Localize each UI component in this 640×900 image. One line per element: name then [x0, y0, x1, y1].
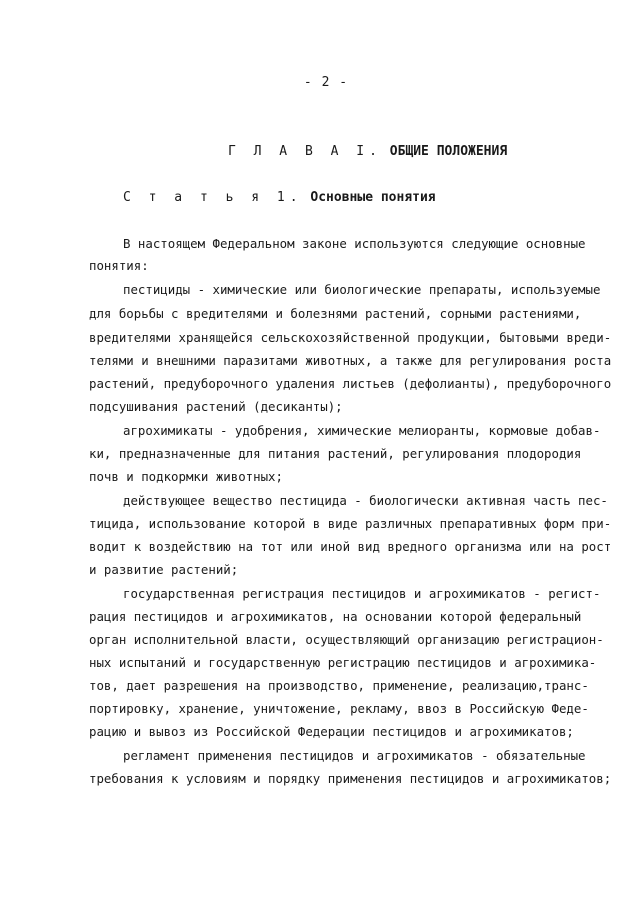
text-line: агрохимикаты - удобрения, химические мелиоранты, кормовые добав-: [123, 423, 601, 438]
text-line: государственная регистрация пестицидов и агрохимикатов - регист-: [123, 586, 601, 601]
text-line: рация пестицидов и агрохимикатов, на основании которой федеральный: [89, 609, 582, 624]
text-line: почв и подкормки животных;: [89, 469, 283, 484]
text-line: понятия:: [89, 258, 149, 273]
text-line: портировку, хранение, уничтожение, рекламу, ввоз в Российскую Феде-: [89, 701, 589, 716]
article-prefix: С т а т ь я 1.: [123, 190, 303, 205]
article-heading: [123, 190, 436, 205]
text-line: ных испытаний и государственную регистрацию пестицидов и агрохимика-: [89, 655, 597, 670]
text-line: ки, предназначенные для питания растений, регулирования плодородия: [89, 446, 582, 461]
text-line: телями и внешними паразитами животных, а также для регулирования роста: [89, 353, 612, 368]
text-line: вредителями хранящейся сельскохозяйственной продукции, бытовыми вреди-: [89, 330, 612, 345]
page-number: - 2 -: [303, 75, 349, 90]
text-line: тов, дает разрешения на производство, применение, реализацию,транс-: [89, 678, 589, 693]
chapter-title: ОБЩИЕ ПОЛОЖЕНИЯ: [389, 144, 508, 159]
text-line: В настоящем Федеральном законе используются следующие основные: [123, 236, 586, 251]
text-line: тицида, использование которой в виде различных препаративных форм при-: [89, 516, 612, 531]
text-line: водит к воздействию на тот или иной вид вредного организма или на рост: [89, 539, 612, 554]
text-line: растений, предуборочного удаления листьев (дефолианты), предуборочного: [89, 376, 612, 391]
text-line: регламент применения пестицидов и агрохимикатов - обязательные: [123, 748, 586, 763]
text-line: для борьбы с вредителями и болезнями растений, сорными растениями,: [89, 306, 582, 321]
article-title: Основные понятия: [310, 190, 436, 205]
text-line: требования к условиям и порядку применения пестицидов и агрохимикатов;: [89, 771, 612, 786]
text-line: действующее вещество пестицида - биологически активная часть пес-: [123, 493, 608, 508]
text-line: рацию и вывоз из Российской Федерации пестицидов и агрохимикатов;: [89, 724, 574, 739]
text-line: подсушивания растений (десиканты);: [89, 399, 343, 414]
chapter-heading: [228, 144, 507, 159]
text-line: и развитие растений;: [89, 562, 239, 577]
chapter-prefix: Г Л А В А I.: [228, 144, 382, 159]
text-line: пестициды - химические или биологические препараты, используемые: [123, 282, 601, 297]
text-line: орган исполнительной власти, осуществляющий организацию регистрацион-: [89, 632, 604, 647]
